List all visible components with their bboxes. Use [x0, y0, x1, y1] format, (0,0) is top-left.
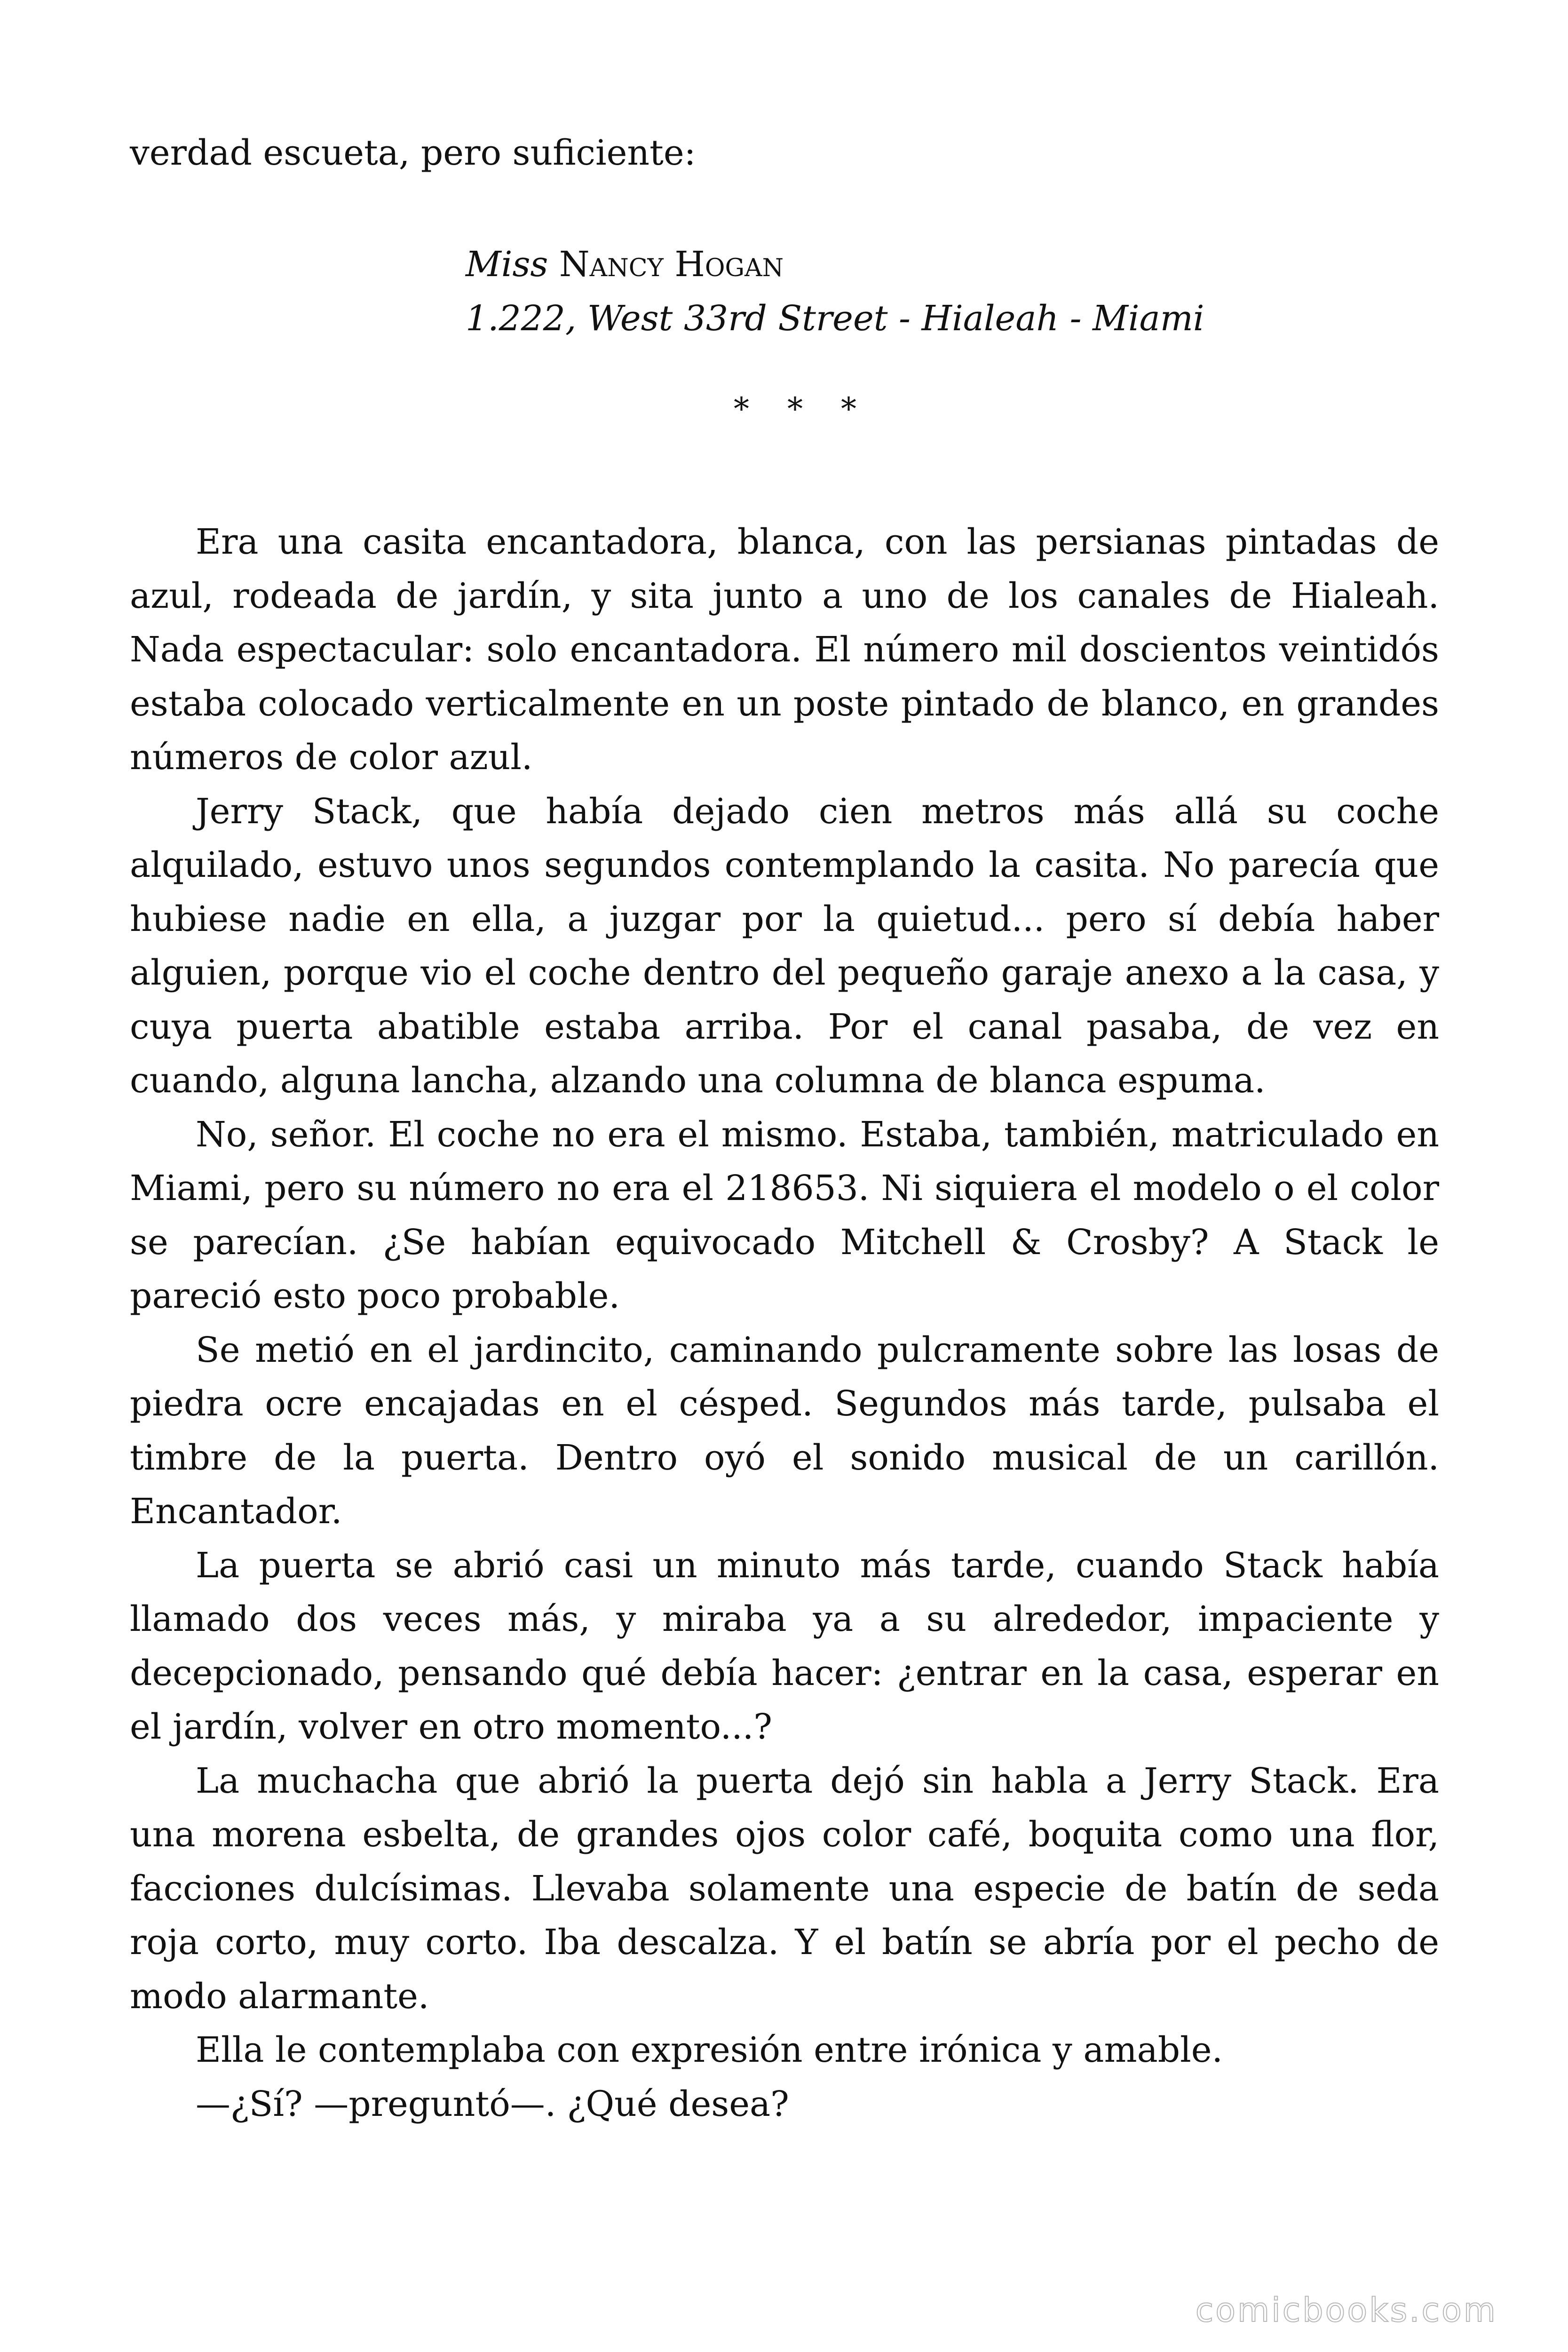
intro-line: verdad escueta, pero suficiente: — [130, 133, 696, 173]
paragraph-1: Era una casita encantadora, blanca, con las persianas pintadas de azul, rodeada de jardín, y sita junto a uno de los canales de Hialeah. Nada espectacular: solo encantadora. El número mil doscientos veintidós estaba colocado verticalmente en un poste pintado de blanco, en grandes números de color azul. — [130, 522, 1439, 778]
paragraph-2: Jerry Stack, que había dejado cien metros más allá su coche alquilado, estuvo unos segundos contemplando la casita. No parecía que hubiese nadie en ella, a juzgar por la quietud... pero sí debía haber alguien, porque vio el coche dentro del pequeño garaje anexo a la casa, y cuya puerta abatible estaba arriba. Por el canal pasaba, de vez en cuando, alguna lancha, alzando una columna de blanca espuma. — [130, 791, 1439, 1101]
address-name: Nancy Hogan — [559, 244, 784, 285]
address-title: Miss — [466, 244, 548, 285]
paragraph-4: Se metió en el jardincito, caminando pulcramente sobre las losas de piedra ocre encajadas en el césped. Segundos más tarde, pulsaba el timbre de la puerta. Dentro oyó el sonido musical de un carillón. Encantador. — [130, 1329, 1439, 1532]
address-street: 1.222, West 33rd Street - Hialeah - Miami — [466, 298, 1204, 339]
paragraph-3: No, señor. El coche no era el mismo. Estaba, también, matriculado en Miami, pero su número no era el 218653. Ni siquiera el modelo o el color se parecían. ¿Se habían equivocado Mitchell & Crosby? A Stack le pareció esto poco probable. — [130, 1114, 1439, 1316]
section-separator: * * * — [734, 391, 871, 427]
dialogue-line: —¿Sí? —preguntó—. ¿Qué desea? — [196, 2083, 789, 2124]
paragraph-6: La muchacha que abrió la puerta dejó sin habla a Jerry Stack. Era una morena esbelta, de grandes ojos color café, boquita como una flor, facciones dulcísimas. Llevaba solamente una especie de batín de seda roja corto, muy corto. Iba descalza. Y el batín se abría por el pecho de modo alarmante. — [130, 1760, 1439, 2017]
address-block — [466, 238, 1204, 345]
paragraph-7: Ella le contemplaba con expresión entre irónica y amable. — [196, 2030, 1223, 2070]
body-text — [130, 515, 1439, 2131]
paragraph-5: La puerta se abrió casi un minuto más tarde, cuando Stack había llamado dos veces más, y miraba ya a su alrededor, impaciente y decepcionado, pensando qué debía hacer: ¿entrar en la casa, esperar en el jardín, volver en otro momento...? — [130, 1545, 1439, 1747]
watermark: comicbooks.com — [1195, 2291, 1497, 2329]
address-name-line — [466, 238, 1204, 292]
